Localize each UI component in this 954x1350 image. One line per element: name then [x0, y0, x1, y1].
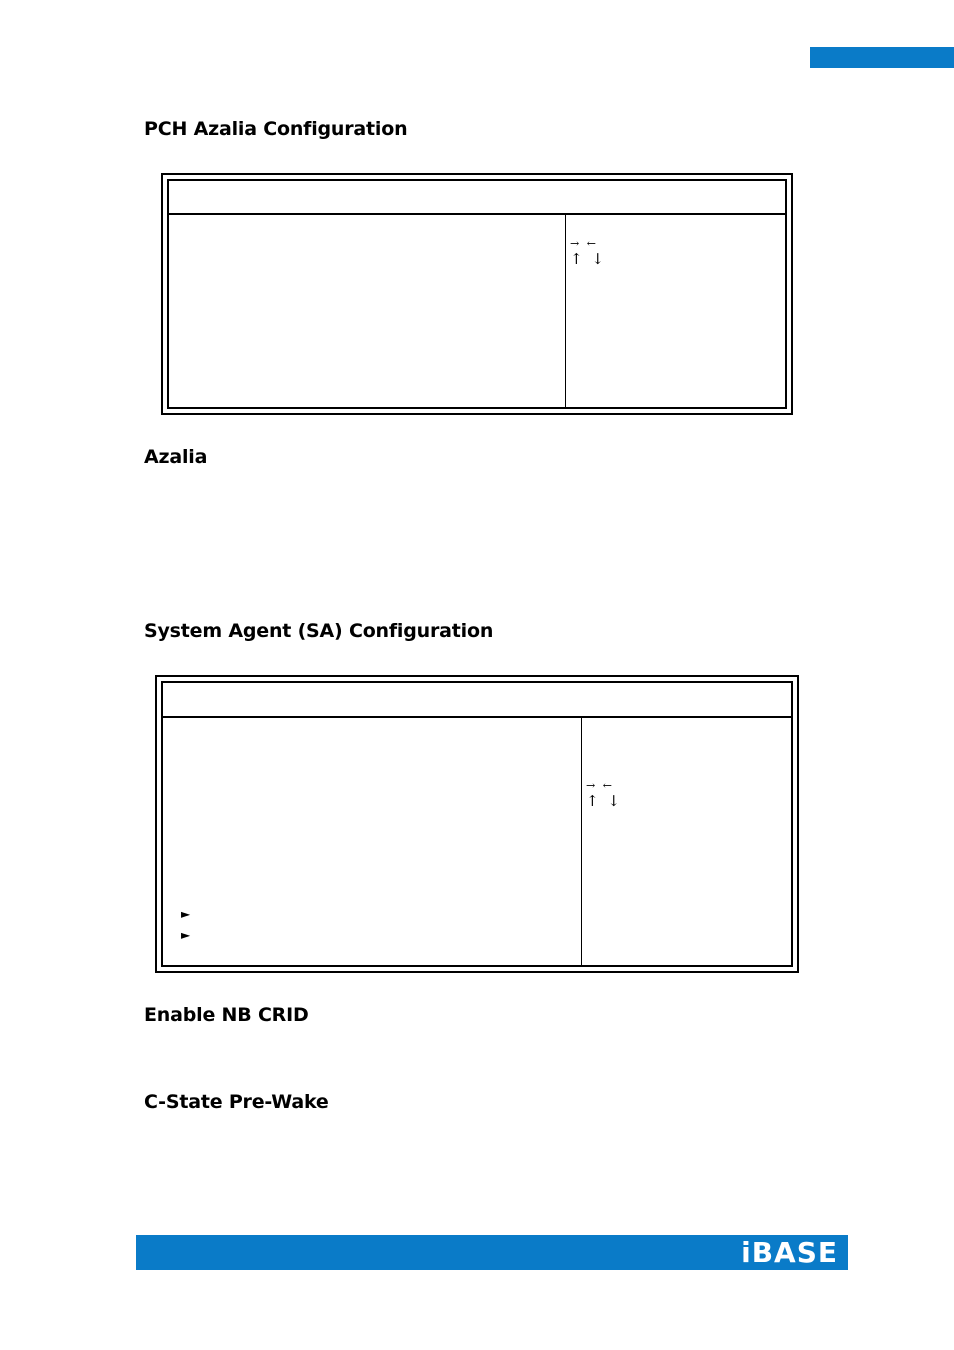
bios-nav-keys: [570, 237, 606, 268]
submenu-arrow-icon[interactable]: ►: [181, 907, 191, 921]
left-right-arrows-icon: → ←: [586, 779, 614, 792]
footer-bar: [136, 1235, 848, 1270]
heading-azalia: Azalia: [144, 446, 208, 468]
bios-screen-frame: [161, 681, 793, 967]
heading-system-agent: System Agent (SA) Configuration: [144, 620, 494, 642]
bios-screen-frame: [167, 179, 787, 409]
up-down-arrows-icon: ↑ ↓: [586, 792, 622, 810]
page-tab-marker: [810, 47, 954, 68]
bios-help-divider: [581, 718, 582, 965]
submenu-arrow-icon[interactable]: ►: [181, 928, 191, 942]
left-right-arrows-icon: → ←: [570, 237, 598, 250]
bios-screen-pch-azalia: [161, 173, 793, 415]
bios-nav-keys: [586, 779, 622, 810]
bios-title-bar: [163, 683, 791, 718]
bios-screen-system-agent: [155, 675, 799, 973]
heading-pch-azalia: PCH Azalia Configuration: [144, 118, 408, 140]
heading-c-state-prewake: C-State Pre-Wake: [144, 1091, 329, 1113]
bios-help-divider: [565, 215, 566, 407]
up-down-arrows-icon: ↑ ↓: [570, 250, 606, 268]
ibase-logo: iBASE: [741, 1236, 838, 1269]
bios-title-bar: [169, 181, 785, 215]
heading-enable-nb-crid: Enable NB CRID: [144, 1004, 309, 1026]
